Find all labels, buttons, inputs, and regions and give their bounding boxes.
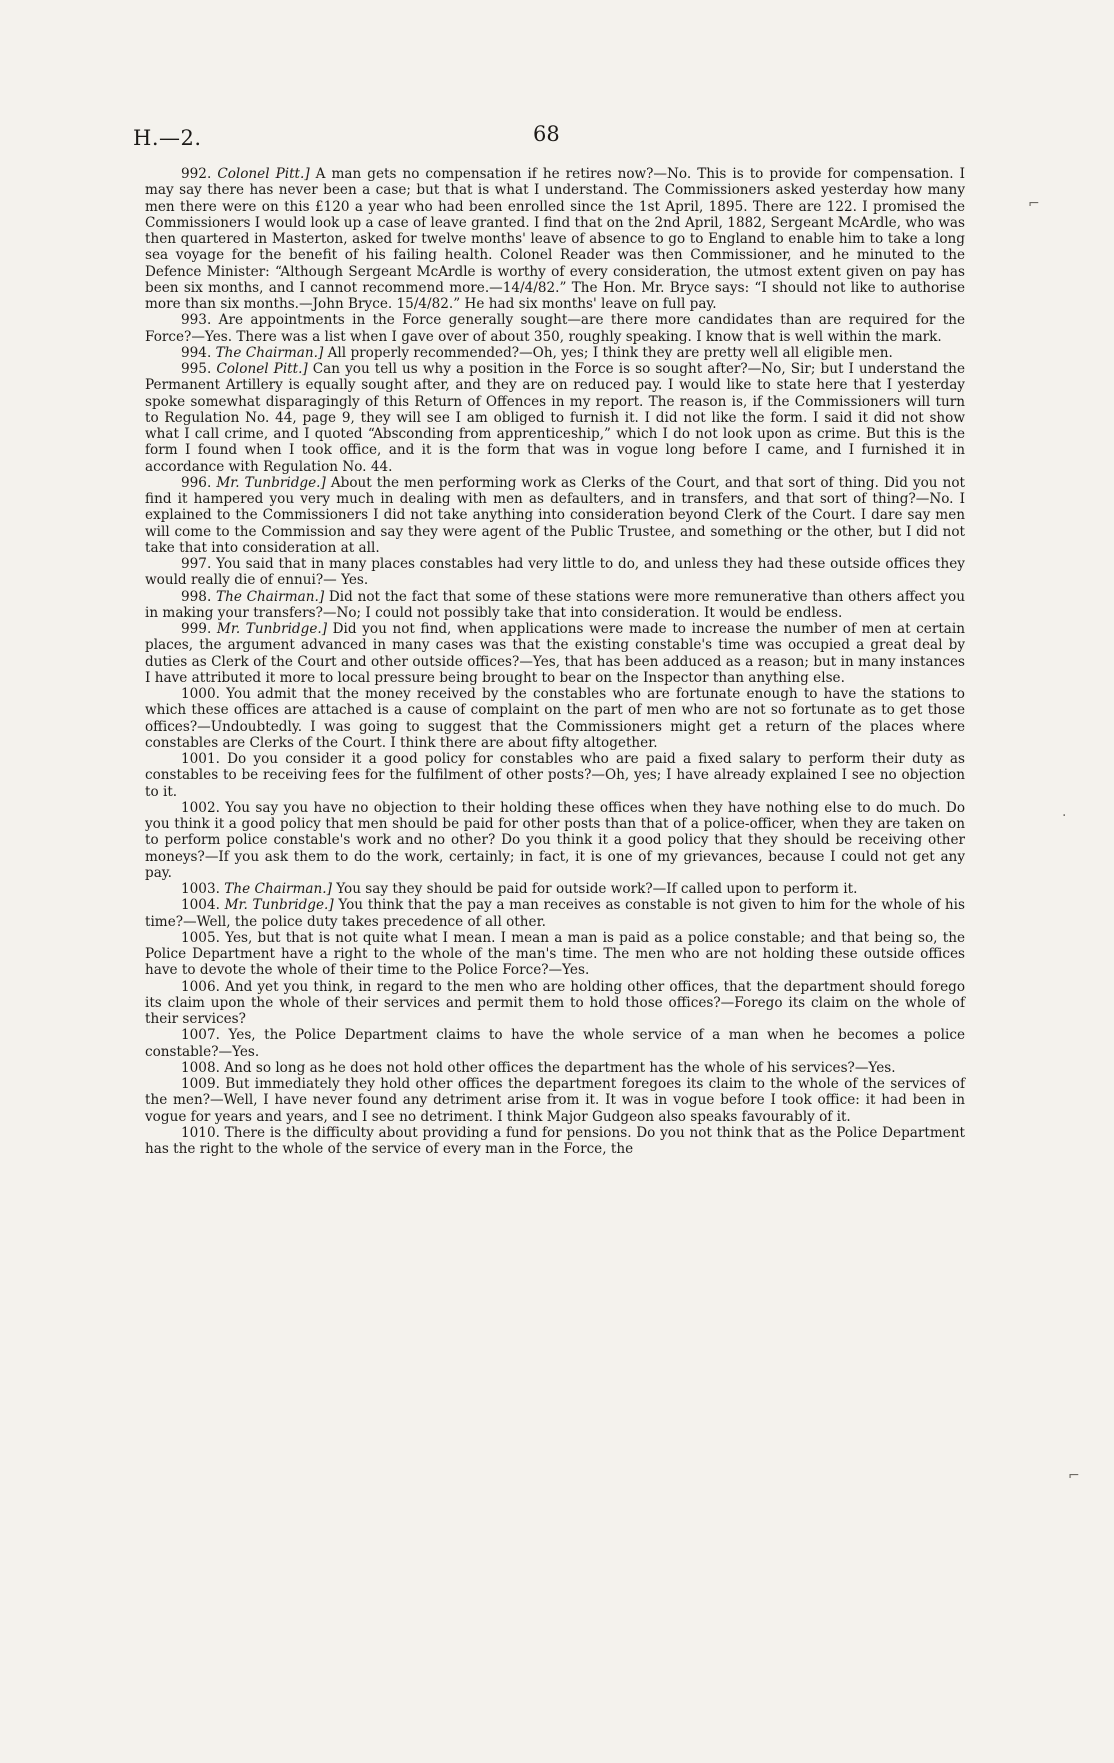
paragraph-number: 1001. (181, 751, 220, 767)
speaker: Mr. Tunbridge.] (216, 474, 326, 491)
paragraph-text: And yet you think, in regard to the men who are holding other offices, that the department should forego its claim upon the whole of their services and permit them to hold those offices?—Forego its claim on the whole of their services? (145, 978, 965, 1027)
paragraph-number: 996. (181, 474, 212, 491)
paragraph-999 (145, 621, 965, 686)
page-header (133, 122, 994, 156)
paragraph-number: 994. (181, 344, 212, 361)
paragraph-1005 (145, 930, 965, 979)
paragraph-993 (145, 312, 965, 345)
paragraph-998 (145, 589, 965, 622)
paragraph-1008 (145, 1060, 965, 1076)
paragraph-1001 (145, 751, 965, 800)
paragraph-number: 999. (181, 621, 212, 637)
margin-mark: ⌐ (1068, 1468, 1080, 1484)
paragraph-number: 1002. (181, 799, 220, 816)
paragraph-number: 1008. (181, 1059, 220, 1076)
paragraph-text: All properly recommended?—Oh, yes; I think they are pretty well all eligible men. (327, 344, 893, 361)
margin-mark: · (1062, 808, 1067, 824)
paragraph-997 (145, 556, 965, 589)
paragraph-number: 1006. (181, 978, 220, 995)
paragraph-1003 (145, 881, 965, 897)
document-code: H.—2. (133, 126, 202, 150)
paragraph-text: About the men performing work as Clerks of the Court, and that sort of thing. Did you not find it hampered you very much in dealing with men as defaulters, and in transfers, and that sort of thing?—No. I explained to the Commissioners I did not take anything into consideration beyond Clerk of the Court. I dare say men will come to the Commission and say they were agent of the Public Trustee, and something or the other, but I did not take that into consideration at all. (145, 474, 965, 556)
paragraph-number: 1007. (181, 1027, 220, 1044)
speaker: Colonel Pitt.] (217, 166, 310, 182)
paragraph-1006 (145, 979, 965, 1028)
paragraph-996 (145, 475, 965, 556)
paragraph-number: 1009. (181, 1076, 220, 1092)
paragraph-text: But immediately they hold other offices the department foregoes its claim to the whole of the services of the men?—Well, I have never found any detriment arise from it. It was in vogue before I took office: it had been in vogue for years and years, and I see no detriment. I think Major Gudgeon also speaks favourably of it. (145, 1076, 965, 1125)
paragraph-text: You say they should be paid for outside work?—If called upon to perform it. (336, 881, 858, 897)
paragraph-text: Are appointments in the Force generally sought—are there more candidates than are required for the Force?—Yes. There was a list when I gave over of about 350, roughly speaking. I know that is well within the mark. (145, 312, 966, 345)
paragraph-text: Did not the fact that some of these stations were more remunerative than others affect you in making your transfers?—No; I could not possibly take that into consideration. It would be endless. (145, 588, 965, 621)
page-number: 68 (533, 122, 560, 146)
paragraph-text: You admit that the money received by the constables who are fortunate enough to have the stations to which these offices are attached is a cause of complaint on the part of men who are not so fortunate as to get those offices?—Undoubtedly. I was going to suggest that the Commissioners might get a return of the places where constables are Clerks of the Court. I think there are about fifty altogether. (145, 686, 965, 751)
speaker: The Chairman.] (224, 881, 332, 897)
paragraph-1009 (145, 1076, 965, 1125)
paragraph-number: 993. (181, 312, 212, 329)
paragraph-text: You think that the pay a man receives as constable is not given to him for the whole of his time?—Well, the police duty takes precedence of all other. (145, 897, 965, 930)
paragraph-number: 995. (181, 361, 212, 377)
speaker: The Chairman.] (215, 344, 324, 361)
paragraph-1000 (145, 686, 965, 751)
paragraph-1010 (145, 1125, 965, 1158)
paragraph-text: Did you not find, when applications were made to increase the number of men at certain places, the argument advanced in many cases was that the existing constable's time was occupied a great deal by duties as Clerk of the Court and other outside offices?—Yes, that has been adduced as a reason; but in many instances I have attributed it more to local pressure being brought to bear on the Inspector than anything else. (145, 621, 965, 686)
body-text (145, 166, 965, 1157)
paragraph-number: 1004. (181, 897, 220, 914)
paragraph-1004 (145, 897, 965, 930)
paragraph-text: You say you have no objection to their holding these offices when they have nothing else to do much. Do you think it a good policy that men should be paid for other posts than that of a police-officer, when they are taken on to perform police constable's work and no other? Do you think it a good policy that they should be receiving other moneys?—If you ask them to do the work, certainly; in fact, it is one of my grievances, because I could not get any pay. (145, 799, 966, 881)
paragraph-number: 997. (181, 556, 212, 572)
speaker: Colonel Pitt.] (216, 361, 308, 377)
paragraph-1007 (145, 1027, 965, 1060)
paragraph-995 (145, 361, 965, 475)
paragraph-number: 1005. (181, 929, 220, 946)
paragraph-number: 1003. (181, 881, 220, 897)
paragraph-text: Do you consider it a good policy for constables who are paid a fixed salary to perform their duty as constables to be receiving fees for the fulfilment of other posts?—Oh, yes; I have already explained I see no objection to it. (145, 751, 965, 800)
paragraph-number: 998. (181, 588, 212, 605)
speaker: The Chairman.] (216, 588, 325, 605)
paragraph-text: You said that in many places constables had very little to do, and unless they had these outside offices they would really die of ennui?— Yes. (145, 556, 965, 589)
paragraph-text: Yes, but that is not quite what I mean. I mean a man is paid as a police constable; and that being so, the Police Department have a right to the whole of the man's time. The men who are not holding these outside offices have to devote the whole of their time to the Police Force?—Yes. (145, 929, 965, 979)
paragraph-992 (145, 166, 965, 312)
paragraph-text: Can you tell us why a position in the Force is so sought after?—No, Sir; but I understand the Permanent Artillery is equally sought after, and they are on reduced pay. I would like to state here that I yesterday spoke somewhat disparagingly of this Return of Offences in my report. The reason is, if the Commissioners will turn to Regulation No. 44, page 9, they will see I am obliged to furnish it. I did not like the form. I said it did not show what I call crime, and I quoted “Absconding from apprenticeship,” which I do not look upon as crime. But this is the form I found when I took office, and it is the form that was in vogue long before I came, and I furnished it in accordance with Regulation No. 44. (145, 361, 965, 475)
paragraph-text: Yes, the Police Department claims to have the whole service of a man when he becomes a police constable?—Yes. (145, 1027, 966, 1060)
paragraph-1002 (145, 800, 965, 881)
paragraph-text: A man gets no compensation if he retires now?—No. This is to provide for compensation. I may say there has never been a case; but that is what I understand. The Commissioners asked yesterday how many men there were on this £120 a year who had been enrolled since the 1st April, 1895. There are 122. I promised the Commissioners I would look up a case of leave granted. I find that on the 2nd April, 1882, Sergeant McArdle, who was then quartered in Masterton, asked for twelve months' leave of absence to go to England to enable him to take a long sea voyage for the benefit of his failing health. Colonel Reader was then Commissioner, and he minuted to the Defence Minister: “Although Sergeant McArdle is worthy of every consideration, the utmost extent given on pay has been six months, and I cannot recommend more.—14/4/82.” The Hon. Mr. Bryce says: “I should not like to authorise more than six months.—John Bryce. 15/4/82.” He had six months' leave on full pay. (145, 166, 965, 312)
paragraph-994 (145, 345, 965, 361)
speaker: Mr. Tunbridge.] (224, 897, 334, 914)
margin-mark: ⌐ (1028, 196, 1040, 212)
paragraph-text: There is the difficulty about providing a fund for pensions. Do you not think that as the Police Department has the right to the whole of the service of every man in the Force, the (145, 1124, 965, 1157)
speaker: Mr. Tunbridge.] (216, 621, 327, 637)
paragraph-text: And so long as he does not hold other offices the department has the whole of his services?—Yes. (224, 1059, 896, 1076)
paragraph-number: 1000. (181, 686, 220, 702)
paragraph-number: 1010. (181, 1124, 220, 1141)
paragraph-number: 992. (181, 166, 212, 182)
